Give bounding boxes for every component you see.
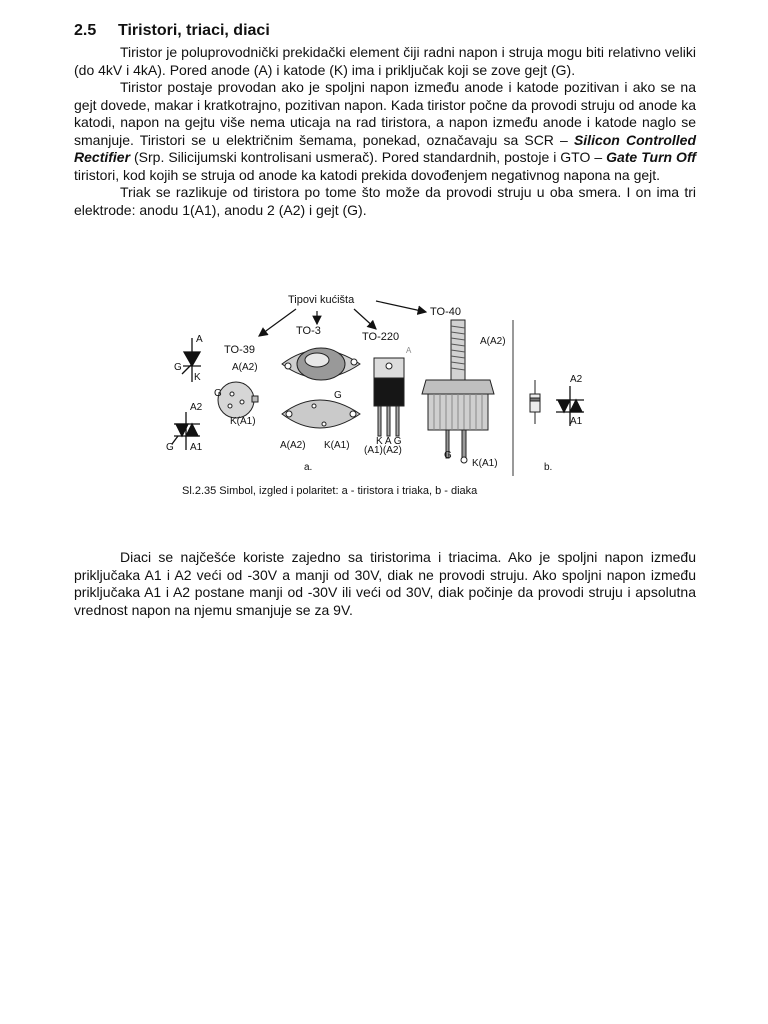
document-page (74, 20, 696, 219)
paragraph-diak: Diaci se najčešće koriste zajedno sa tiristorima i triacima. Ako je spoljni napon između priključaka A1 i A2 veći od -30V a manji od 30V, diak ne provodi struju. Ako spoljni napon između priključaka A1 i A2 postane manji od -30V ili veći od 30V, diak počinje da provodi struju i apsolutna vrednost napon na njemu smanjuje se za 9V. (74, 549, 696, 618)
to3-bottom (282, 400, 360, 428)
label-tipovi-kucista: Tipovi kućišta (288, 294, 355, 306)
figure-drawing (164, 290, 584, 500)
gto-1: ate (616, 149, 642, 165)
gto-g: G (606, 149, 617, 165)
to39-label-g: G (214, 388, 222, 399)
figure-label-b: b. (544, 462, 553, 473)
triac-label-a2: A2 (190, 402, 203, 413)
p2-text-a: Tiristor postaje provodan ako je spoljni napon između anode i katode pozitivan i ako se na gejt dovede, makar i kratkotrajno, pozitivan napon. Kada tiristor počne da provodi struju od anode ka katodi, napon na gejtu više nema uticaja na rad tiristora, a napon između anode i katode naglo se smanjuje. Tiristori se u električnim šemama, ponekad, označavaju sa SCR – (74, 79, 696, 148)
arrow-to220 (354, 309, 376, 329)
diac-label-a1: A1 (570, 416, 583, 427)
scr-3: ectifier (84, 149, 131, 165)
to39-label-a: A(A2) (232, 362, 258, 373)
section-title: Tiristori, triaci, diaci (118, 22, 270, 39)
diac-package (530, 380, 540, 424)
paragraph-tiristor-operation (74, 79, 696, 184)
figure-caption: Sl.2.35 Simbol, izgled i polaritet: a - tiristora i triaka, b - diaka (182, 485, 478, 497)
figure-package-types (164, 290, 584, 500)
scr-s: S (573, 131, 584, 148)
p2-text-c: tiristori, kod kojih se struja od anode ka katodi prekida dovođenjem negativnog napona na gejt. (74, 166, 661, 183)
to3-label-g: G (334, 390, 342, 401)
to40-label-g: G (444, 450, 452, 461)
to3-label-k: K(A1) (324, 440, 350, 451)
to40-label-k: K(A1) (472, 458, 498, 469)
arrow-to39 (259, 309, 296, 336)
to39-label-k: K(A1) (230, 416, 256, 427)
triac-label-a1: A1 (190, 442, 203, 453)
arrow-to40 (376, 301, 426, 312)
label-to220: TO-220 (362, 331, 400, 343)
to3-label-a: A(A2) (280, 440, 306, 451)
scr-c: C (625, 131, 637, 148)
scr-1: ilicon (583, 131, 626, 148)
gto-t: T (641, 149, 650, 165)
to220-pin-labels: K A G (376, 436, 402, 447)
p2-text-b: (Srp. Silicijumski kontrolisani usmerač). Pored standardnih, postoje i GTO – (130, 149, 607, 165)
to220-pin-labels-alt: (A1)(A2) (364, 445, 402, 456)
to220-label-a: A (406, 346, 412, 355)
arrow-group (259, 301, 426, 336)
gto-3: ff (686, 149, 697, 165)
scr-r: R (74, 149, 85, 165)
thyristor-label-a: A (196, 334, 203, 345)
label-to39: TO-39 (224, 344, 255, 356)
section-number: 2.5 (74, 22, 97, 39)
scr-2: ontrolled (636, 131, 696, 148)
to39-package (218, 382, 258, 418)
triac-label-g: G (166, 442, 174, 453)
gto-expansion (606, 149, 696, 165)
label-to3: TO-3 (296, 325, 321, 337)
thyristor-label-k: K (194, 372, 201, 383)
paragraph-triak: Triak se razlikuje od tiristora po tome što može da provodi struju u oba smera. I on ima tri elektrode: anodu 1(A1), anodu 2 (A2) i gejt (G). (74, 184, 696, 218)
diac-label-a2: A2 (570, 374, 583, 385)
gto-2: urn (649, 149, 677, 165)
label-to40: TO-40 (430, 306, 461, 318)
gto-o: O (676, 149, 687, 165)
thyristor-label-g: G (174, 362, 182, 373)
to220-package (374, 358, 404, 436)
to40-label-a: A(A2) (480, 336, 506, 347)
paragraph-tiristor-intro: Tiristor je poluprovodnički prekidački element čiji radni napon i struja mogu biti relativno veliki (do 4kV i 4kA). Pored anode (A) i katode (K) ima i priključak koji se zove gejt (G). (74, 44, 696, 78)
to3-can (282, 348, 360, 380)
section-heading (74, 20, 696, 42)
figure-label-a: a. (304, 462, 313, 473)
